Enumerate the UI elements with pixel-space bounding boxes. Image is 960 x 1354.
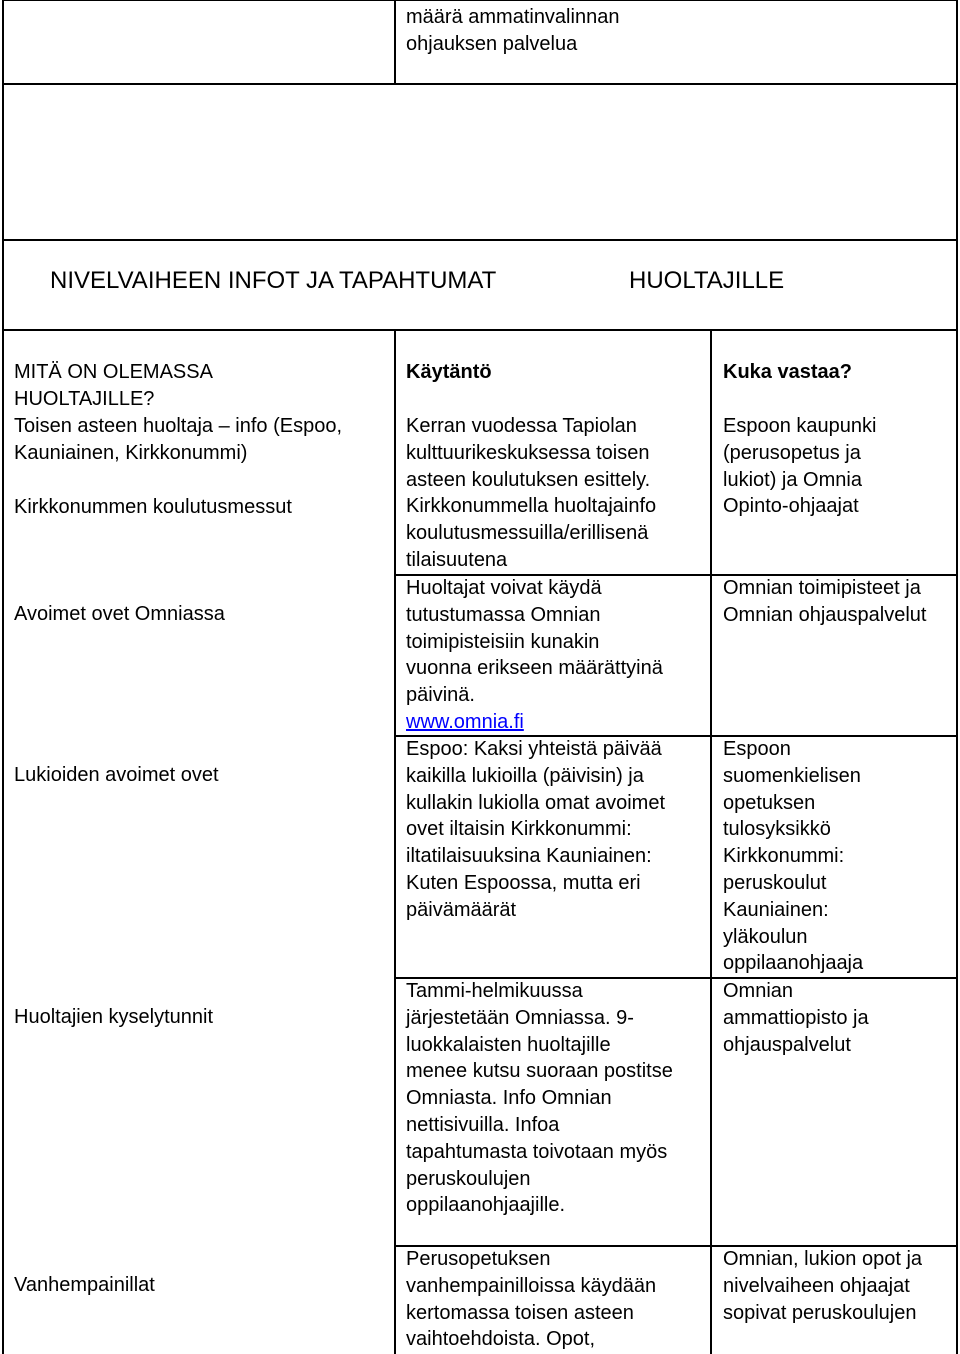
row4-practice: Tammi-helmikuussa järjestetään Omniassa. 9-luokkalaisten huoltajille menee kutsu suoraan postitse Omniasta. Info Omnian nettisivuilla. Infoa tapahtumasta toivotaan myös peruskoulujen oppilaanohjaajille. xyxy=(406,980,673,1217)
row2-responsible: Omnian toimipisteet ja Omnian ohjauspalvelut xyxy=(723,577,927,626)
col2-header: Käytäntö xyxy=(406,361,492,383)
heading-top-rule xyxy=(2,239,958,241)
heading-bottom-rule xyxy=(2,329,958,331)
row2-practice: Huoltajat voivat käydä tutustumassa Omnian toimipisteisiin kunakin vuonna erikseen määrättyinä päivinä. xyxy=(406,577,663,707)
top-cell-text: määrä ammatinvalinnan ohjauksen palvelua xyxy=(406,6,620,55)
row1-activity-extra: Kirkkonummen koulutusmessut xyxy=(14,496,292,518)
row2-activity: Avoimet ovet Omniassa xyxy=(14,603,225,625)
table-border-top xyxy=(2,0,957,1)
row1-practice: Kerran vuodessa Tapiolan kulttuurikeskuksessa toisen asteen koulutuksen esittely. Kirkkonummella huoltajainfo koulutusmessuilla/erillisenä tilaisuutena xyxy=(406,415,657,571)
top-cell-divider xyxy=(394,0,396,84)
table-border-left xyxy=(2,0,4,1354)
row5-responsible: Omnian, lukion opot ja nivelvaiheen ohjaajat sopivat peruskoulujen xyxy=(723,1248,923,1324)
col1-header: MITÄ ON OLEMASSA HUOLTAJILLE? xyxy=(14,361,212,410)
top-cell-bottom-rule xyxy=(2,83,958,85)
row3-responsible: Espoon suomenkielisen opetuksen tulosyksikkö Kirkkonummi: peruskoulut Kauniainen: yläkoulun oppilaanohjaaja xyxy=(723,738,864,975)
row4-responsible: Omnian ammattiopisto ja ohjauspalvelut xyxy=(723,980,869,1056)
col3-header: Kuka vastaa? xyxy=(723,361,852,383)
row3-activity: Lukioiden avoimet ovet xyxy=(14,764,219,786)
row4-activity: Huoltajien kyselytunnit xyxy=(14,1006,213,1028)
section-heading-right: HUOLTAJILLE xyxy=(629,267,785,294)
row1-responsible: Espoon kaupunki (perusopetus ja lukiot) ja Omnia Opinto-ohjaajat xyxy=(723,415,877,518)
row3-practice: Espoo: Kaksi yhteistä päivää kaikilla lukioilla (päivisin) ja kullakin lukiolla omat avoimet ovet iltaisin Kirkkonummi: iltatilaisuuksina Kauniainen: Kuten Espoossa, mutta eri päivämäärät xyxy=(406,738,666,921)
row5-activity: Vanhempainillat xyxy=(14,1274,155,1296)
omnia-website-link[interactable]: www.omnia.fi xyxy=(406,711,524,733)
section-heading-left: NIVELVAIHEEN INFOT JA TAPAHTUMAT xyxy=(50,267,497,294)
row5-practice: Perusopetuksen vanhempainilloissa käydään kertomassa toisen asteen vaihtoehdoista. Opot, xyxy=(406,1248,657,1351)
row1-activity: Toisen asteen huoltaja – info (Espoo, Kauniainen, Kirkkonummi) xyxy=(14,415,342,464)
table-border-right xyxy=(956,0,958,1354)
column-divider-2 xyxy=(710,330,712,1354)
column-divider-1 xyxy=(394,330,396,1354)
